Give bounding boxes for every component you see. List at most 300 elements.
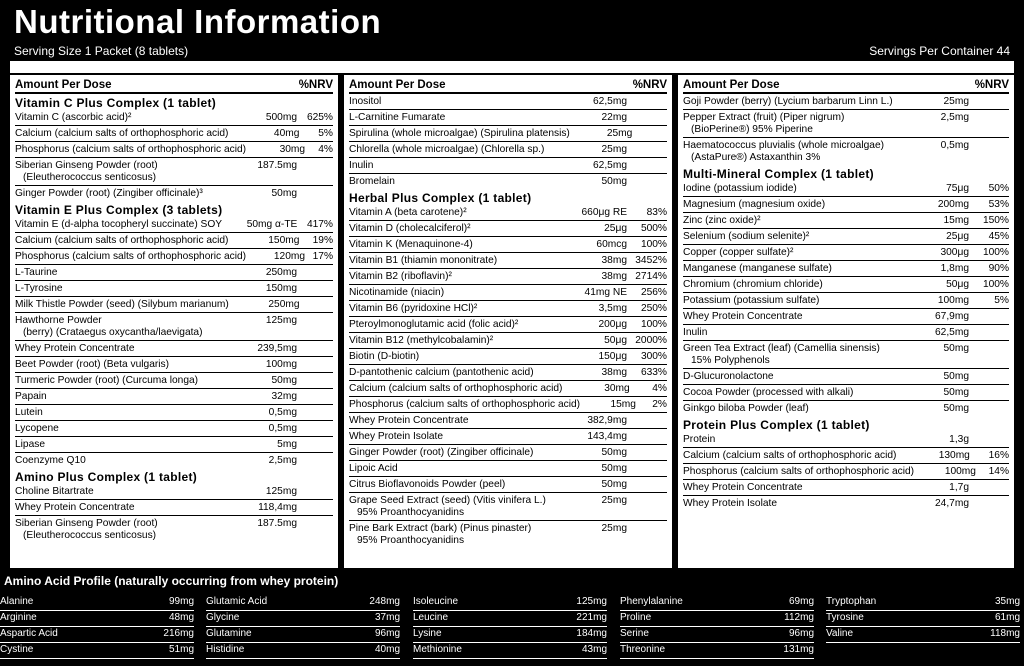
nutrient-nrv: 17%: [312, 250, 333, 262]
nutrient-name-text: Lutein: [15, 406, 43, 418]
nutrient-name: [15, 343, 221, 355]
column-content: [11, 76, 337, 543]
nutrient-amount: 50mg: [601, 175, 627, 187]
nutrient-row: [683, 94, 1009, 109]
nutrient-name: [349, 351, 555, 363]
nutrient-nrv: [969, 387, 1009, 399]
nutrient-name: [349, 239, 555, 251]
nutrient-row: [15, 125, 333, 141]
nutrient-name-text: Vitamin B2 (riboflavin)²: [349, 270, 452, 282]
nutrient-name: [349, 128, 570, 140]
nutrient-amount: 0,5mg: [268, 406, 297, 418]
nutrient-name: [683, 466, 914, 478]
nutrient-row: [683, 212, 1009, 228]
nutrient-name: [683, 140, 894, 164]
nutrient-name: [15, 518, 221, 542]
nutrient-row: [349, 220, 667, 236]
nutrient-amount: 50mg: [601, 478, 627, 490]
amino-name: Glycine: [206, 612, 240, 623]
nutrient-name: [349, 367, 555, 379]
nutrient-amount: 75μg: [946, 182, 969, 194]
section-rows: [683, 432, 1009, 511]
nutrient-name-text: Cocoa Powder (processed with alkali): [683, 386, 854, 398]
amino-value: 37mg: [374, 612, 400, 623]
nutrient-nrv: [969, 434, 1009, 446]
nutrient-amount: 120mg: [273, 250, 306, 262]
amino-row: [413, 643, 607, 659]
nutrient-name-text: Spirulina (whole microalgae) (Spirulina platensis): [349, 127, 570, 139]
amino-name: Lysine: [413, 628, 442, 639]
nutrient-name: [683, 327, 894, 339]
amino-column: [620, 595, 814, 659]
amino-name: Phenylalanine: [620, 596, 683, 607]
nutrient-name-detail: (berry) (Crataegus oxycantha/laevigata): [23, 326, 203, 338]
nutrient-name-text: Milk Thistle Powder (seed) (Silybum marianum): [15, 298, 229, 310]
nutrient-name-detail: (Eleutherococcus senticosus): [23, 529, 157, 541]
nutrient-name: [349, 255, 555, 267]
nutrient-name: [349, 176, 555, 188]
nutrient-name-detail: 95% Proanthocyanidins: [357, 534, 465, 546]
nutrient-nrv: [969, 140, 1009, 164]
amino-row: [826, 627, 1020, 643]
nutrient-nrv: [297, 343, 333, 355]
nutrient-nrv: 4%: [652, 382, 667, 394]
nutrient-row: [683, 109, 1009, 137]
nutrient-amount: 24,7mg: [935, 497, 969, 509]
nutrient-name-text: D-pantothenic calcium (pantothenic acid): [349, 366, 534, 378]
nutrient-row: [15, 484, 333, 499]
nutrient-row: [683, 196, 1009, 212]
nutrient-name-text: Pine Bark Extract (bark) (Pinus pinaster): [349, 522, 532, 534]
nutrition-column-2: [344, 75, 672, 568]
nutrient-name-text: Phosphorus (calcium salts of orthophosphoric acid): [349, 398, 581, 410]
amino-column: [0, 595, 194, 659]
nutrient-name: [349, 96, 555, 108]
nutrient-name: [349, 431, 555, 443]
nutrient-nrv: [627, 144, 667, 156]
nutrient-row: [349, 252, 667, 268]
nutrient-name: [15, 267, 221, 279]
nutrient-row: [683, 400, 1009, 416]
amino-row: [206, 595, 400, 611]
amino-value: 118mg: [990, 628, 1020, 639]
nutrient-name-text: Chlorella (whole microalgae) (Chlorella sp.): [349, 143, 545, 155]
nutrient-name: [683, 482, 894, 494]
nutrient-amount: 300μg: [940, 246, 969, 258]
nutrient-nrv: [627, 479, 667, 491]
nutrient-amount: 125mg: [265, 314, 297, 326]
nutrient-name: [683, 279, 894, 291]
nutrient-name: [349, 399, 580, 411]
amino-value: 248mg: [369, 596, 400, 607]
page-title: Nutritional Information: [14, 3, 382, 40]
nutrient-nrv: [627, 176, 667, 188]
nutrient-amount: 50mg: [271, 374, 297, 386]
amino-value: 221mg: [576, 612, 607, 623]
nutrient-name-text: D-Glucuronolactone: [683, 370, 774, 382]
nutrient-name: [349, 223, 555, 235]
nutrient-nrv: 83%: [646, 206, 667, 218]
nutrient-name-text: Iodine (potassium iodide): [683, 182, 797, 194]
nutrient-row: [15, 388, 333, 404]
nutrient-name-text: Grape Seed Extract (seed) (Vitis vinifera L.): [349, 494, 546, 506]
nutrient-row: [15, 217, 333, 232]
nutrient-name-text: Vitamin D (cholecalciferol)²: [349, 222, 471, 234]
nutrient-name-text: Ginkgo biloba Powder (leaf): [683, 402, 809, 414]
nutrient-row: [15, 248, 333, 264]
nutrient-name-text: Selenium (sodium selenite)²: [683, 230, 810, 242]
nutrient-name-text: Magnesium (magnesium oxide): [683, 198, 826, 210]
amino-value: 184mg: [576, 628, 607, 639]
nutrient-row: [683, 181, 1009, 196]
nutrient-name-text: Inulin: [349, 159, 374, 171]
nutrient-row: [683, 432, 1009, 447]
nutrient-row: [683, 308, 1009, 324]
nutrient-row: [349, 460, 667, 476]
amino-name: Tryptophan: [826, 596, 877, 607]
nutrient-amount: 15mg: [610, 398, 636, 410]
amino-name: Valine: [826, 628, 854, 639]
nutrient-amount: 22mg: [601, 111, 627, 123]
nutrient-name-text: L-Carnitine Fumarate: [349, 111, 446, 123]
section-rows: [15, 110, 333, 201]
nutrient-amount: 2,5mg: [940, 111, 969, 123]
nutrient-name: [683, 231, 894, 243]
nutrient-name-text: Hawthorne Powder: [15, 314, 102, 326]
nutrient-row: [683, 260, 1009, 276]
nutrient-nrv: 90%: [988, 262, 1009, 274]
nutrient-nrv: [969, 403, 1009, 415]
nutrient-row: [683, 137, 1009, 165]
nutrient-name-text: Biotin (D-biotin): [349, 350, 420, 362]
nutrient-row: [683, 324, 1009, 340]
nutrient-name: [349, 463, 555, 475]
amino-name: Aspartic Acid: [0, 628, 58, 639]
nutrient-nrv: [297, 283, 333, 295]
nutrient-name-text: Citrus Bioflavonoids Powder (peel): [349, 478, 506, 490]
nutrient-row: [15, 157, 333, 185]
nutrient-amount: 50mg: [943, 342, 969, 354]
nutrient-name-text: Chromium (chromium chloride): [683, 278, 823, 290]
nutrient-name: [683, 371, 894, 383]
nutrient-name: [349, 479, 555, 491]
nutrient-row: [349, 492, 667, 520]
nutrient-name-text: Nicotinamide (niacin): [349, 286, 445, 298]
nutrient-amount: 0,5mg: [268, 422, 297, 434]
amino-name: Glutamic Acid: [206, 596, 268, 607]
nutrient-name: [683, 403, 894, 415]
nutrient-name-text: Vitamin E (d-alpha tocopheryl succinate) SOY: [15, 218, 223, 230]
nutrient-amount: 1,3g: [949, 433, 969, 445]
nutrient-name: [683, 295, 894, 307]
nutrient-row: [349, 444, 667, 460]
nutrient-name-text: Zinc (zinc oxide)²: [683, 214, 761, 226]
nutrient-amount: 41mg NE: [584, 286, 627, 298]
amino-name: Cystine: [0, 644, 34, 655]
nutrient-nrv: 100%: [640, 318, 667, 330]
nutrient-nrv: [632, 128, 667, 140]
nutrient-nrv: 417%: [306, 218, 333, 230]
nutrient-name: [683, 263, 894, 275]
nutrient-row: [349, 364, 667, 380]
nutrient-amount: 0,5mg: [940, 139, 969, 151]
nutrient-name: [15, 219, 222, 231]
amino-name: Methionine: [413, 644, 462, 655]
nutrient-name: [683, 434, 894, 446]
nutrient-name-text: Calcium (calcium salts of orthophosphoric acid): [15, 234, 229, 246]
nutrient-row: [15, 515, 333, 543]
nutrient-row: [15, 499, 333, 515]
nutrient-name-text: Ginger Powder (root) (Zingiber officinale)³: [15, 187, 203, 199]
nutrient-amount: 239,5mg: [257, 342, 297, 354]
nutrient-name-text: Calcium (calcium salts of orthophosphoric acid): [349, 382, 563, 394]
nutrient-name: [349, 207, 555, 219]
nutrient-row: [15, 264, 333, 280]
nutrient-nrv: [297, 455, 333, 467]
nutrient-nrv: 625%: [306, 111, 333, 123]
nutrient-nrv: 50%: [988, 182, 1009, 194]
nutrient-amount: 50mg: [943, 402, 969, 414]
nutrient-amount: 500mg: [265, 111, 297, 123]
section-heading: Amino Plus Complex (1 tablet): [15, 470, 198, 484]
nutrient-name: [349, 447, 555, 459]
nutrient-amount: 187.5mg: [257, 517, 297, 529]
nutrient-amount: 30mg: [279, 143, 306, 155]
amino-value: 96mg: [374, 628, 400, 639]
nutrient-row: [15, 280, 333, 296]
nutrient-nrv: [627, 463, 667, 475]
nutrient-amount: 100mg: [265, 358, 297, 370]
nutrient-row: [15, 356, 333, 372]
nutrient-amount: 50mg: [601, 446, 627, 458]
nutrient-name: [683, 498, 894, 510]
nutrient-row: [349, 173, 667, 189]
nutrient-row: [15, 110, 333, 125]
nutrient-amount: 50mg: [601, 462, 627, 474]
nutrient-name-detail: 15% Polyphenols: [691, 354, 770, 366]
nutrient-name-text: Haematococcus pluvialis (whole microalgae): [683, 139, 885, 151]
amino-value: 125mg: [576, 596, 607, 607]
nutrient-name-text: Calcium (calcium salts of orthophosphoric acid): [683, 449, 897, 461]
amino-name: Isoleucine: [413, 596, 459, 607]
nutrient-nrv: 5%: [994, 294, 1009, 306]
nutrient-amount: 50mg: [943, 370, 969, 382]
nutrient-nrv: [627, 96, 667, 108]
nutrient-name: [15, 391, 221, 403]
divider-bar: [10, 61, 1014, 73]
nutrient-row: [15, 340, 333, 356]
nutrient-name-text: Goji Powder (berry) (Lycium barbarum Linn L.): [683, 95, 893, 107]
nutrient-name-text: Pepper Extract (fruit) (Piper nigrum): [683, 111, 845, 123]
nutrient-row: [349, 380, 667, 396]
nutrient-amount: 3,5mg: [598, 302, 627, 314]
amino-name: Histidine: [206, 644, 245, 655]
nutrient-name: [683, 215, 894, 227]
amino-acid-profile-title: Amino Acid Profile (naturally occurring from whey protein): [4, 574, 339, 588]
amino-row: [413, 595, 607, 611]
nutrient-nrv: 5%: [318, 127, 333, 139]
nutrient-row: [349, 520, 667, 548]
nutrient-amount: 25μg: [604, 222, 627, 234]
nutrient-name-text: L-Tyrosine: [15, 282, 63, 294]
amino-value: 48mg: [168, 612, 194, 623]
nutrient-row: [15, 420, 333, 436]
nutrient-nrv: [297, 407, 333, 419]
amino-value: 35mg: [994, 596, 1020, 607]
nutrient-name: [15, 160, 221, 184]
nutrient-name-text: Coenzyme Q10: [15, 454, 86, 466]
nutrient-nrv: 500%: [640, 222, 667, 234]
nutrient-name-text: Papain: [15, 390, 47, 402]
nutrient-name: [15, 375, 221, 387]
nutrient-row: [349, 348, 667, 364]
nutrient-name: [683, 387, 894, 399]
nutrient-nrv: [969, 311, 1009, 323]
nutrient-amount: 62,5mg: [593, 95, 627, 107]
nutrient-amount: 118,4mg: [258, 501, 297, 513]
nutrient-nrv: [297, 160, 333, 184]
nutrient-name-text: Manganese (manganese sulfate): [683, 262, 832, 274]
nutrient-name-text: Ginger Powder (root) (Zingiber officinale): [349, 446, 534, 458]
nutrient-name-text: Lycopene: [15, 422, 59, 434]
nutrient-name: [683, 450, 896, 462]
amino-row: [620, 595, 814, 611]
nutrient-row: [683, 340, 1009, 368]
section-rows: [15, 217, 333, 468]
nutrient-name: [683, 199, 894, 211]
nutrient-name-text: Vitamin B12 (methylcobalamin)²: [349, 334, 494, 346]
amino-name: Arginine: [0, 612, 37, 623]
nutrient-nrv: [969, 96, 1009, 108]
nutrient-nrv: 45%: [988, 230, 1009, 242]
nutrient-nrv: 250%: [640, 302, 667, 314]
nutrient-row: [349, 316, 667, 332]
nutrient-amount: 30mg: [604, 382, 630, 394]
nutrient-amount: 50mg α-TE: [246, 218, 298, 230]
nutrient-name-text: Whey Protein Isolate: [349, 430, 443, 442]
nutrient-amount: 25μg: [946, 230, 969, 242]
nutrient-name: [349, 495, 555, 519]
nutrient-amount: 143,4mg: [587, 430, 627, 442]
nutrient-amount: 62,5mg: [593, 159, 627, 171]
nutrient-nrv: 100%: [982, 278, 1009, 290]
nutrient-nrv: [297, 518, 333, 542]
amino-value: 99mg: [168, 596, 194, 607]
nutrient-name-text: L-Taurine: [15, 266, 58, 278]
nutrient-name-text: Pteroylmonoglutamic acid (folic acid)²: [349, 318, 519, 330]
amino-row: [620, 643, 814, 659]
section-rows: [683, 94, 1009, 165]
amino-value: 112mg: [784, 612, 814, 623]
nutrient-name: [15, 188, 221, 200]
nutrient-name-text: Whey Protein Concentrate: [683, 481, 803, 493]
column-content: [345, 76, 671, 548]
nutrient-nrv: 53%: [988, 198, 1009, 210]
nutrient-amount: 50μg: [946, 278, 969, 290]
nutrient-name: [15, 128, 228, 140]
nutrient-name: [15, 144, 246, 156]
nutrient-nrv: [969, 327, 1009, 339]
nutrient-nrv: 16%: [988, 449, 1009, 461]
nutrient-row: [683, 495, 1009, 511]
nutrient-nrv: 2%: [652, 398, 667, 410]
amino-row: [206, 627, 400, 643]
amino-name: Serine: [620, 628, 649, 639]
nutrient-row: [349, 205, 667, 220]
amino-column: [413, 595, 607, 659]
nutrient-amount: 50mg: [271, 187, 297, 199]
nutrient-name-text: Copper (copper sulfate)²: [683, 246, 794, 258]
nutrient-nrv: 19%: [312, 234, 333, 246]
nutrient-nrv: [969, 482, 1009, 494]
nutrient-nrv: [297, 267, 333, 279]
nutrient-nrv: [297, 423, 333, 435]
amount-per-dose-header: Amount Per Dose: [349, 79, 446, 91]
amount-per-dose-header: Amount Per Dose: [683, 79, 780, 91]
amino-value: 96mg: [788, 628, 814, 639]
amino-column: [206, 595, 400, 659]
nutrient-nrv: [627, 415, 667, 427]
nutrient-amount: 38mg: [601, 366, 627, 378]
nutrient-name-text: Vitamin C (ascorbic acid)²: [15, 111, 132, 123]
nutrient-name: [15, 315, 221, 339]
nutrient-nrv: [297, 502, 333, 514]
nutrient-amount: 5mg: [277, 438, 297, 450]
nutrient-amount: 25mg: [606, 127, 633, 139]
nrv-header: %NRV: [974, 79, 1009, 91]
section-heading: Vitamin E Plus Complex (3 tablets): [15, 203, 223, 217]
nutrient-nrv: [969, 371, 1009, 383]
amino-value: 40mg: [374, 644, 400, 655]
amino-name: Glutamine: [206, 628, 252, 639]
nutrient-name-text: Green Tea Extract (leaf) (Camellia sinensis): [683, 342, 880, 354]
section-heading: Vitamin C Plus Complex (1 tablet): [15, 96, 217, 110]
section-rows: [683, 181, 1009, 416]
nutrient-amount: 2,5mg: [268, 454, 297, 466]
nutrient-row: [683, 479, 1009, 495]
nutrient-row: [683, 463, 1009, 479]
nutrient-nrv: [300, 299, 333, 311]
nutrient-name-detail: (Eleutherococcus senticosus): [23, 171, 157, 183]
nutrient-name: [349, 160, 555, 172]
nutrient-name: [15, 486, 221, 498]
nutrient-row: [349, 428, 667, 444]
nutrient-name-text: Protein: [683, 433, 716, 445]
nutrient-name: [15, 251, 246, 263]
nutrient-row: [15, 372, 333, 388]
nutrient-row: [15, 296, 333, 312]
nutrient-row: [15, 232, 333, 248]
amino-row: [413, 627, 607, 643]
nutrient-nrv: [297, 315, 333, 339]
nutrient-nrv: [627, 431, 667, 443]
nutrient-amount: 40mg: [273, 127, 300, 139]
nutrient-row: [683, 244, 1009, 260]
nutrient-nrv: 3452%: [635, 254, 667, 266]
nutrient-name: [15, 283, 221, 295]
nutrient-amount: 15mg: [943, 214, 969, 226]
nutrient-name-text: Whey Protein Concentrate: [15, 342, 135, 354]
nutrient-name-text: Phosphorus (calcium salts of orthophosphoric acid): [15, 143, 247, 155]
nutrient-nrv: [969, 498, 1009, 510]
nutrient-name: [349, 415, 555, 427]
nutrient-row: [683, 276, 1009, 292]
nutrient-name-text: Lipoic Acid: [349, 462, 398, 474]
nutrient-nrv: [297, 486, 333, 498]
nutrient-name: [15, 423, 221, 435]
nutrient-row: [683, 228, 1009, 244]
nutrient-name: [349, 144, 555, 156]
